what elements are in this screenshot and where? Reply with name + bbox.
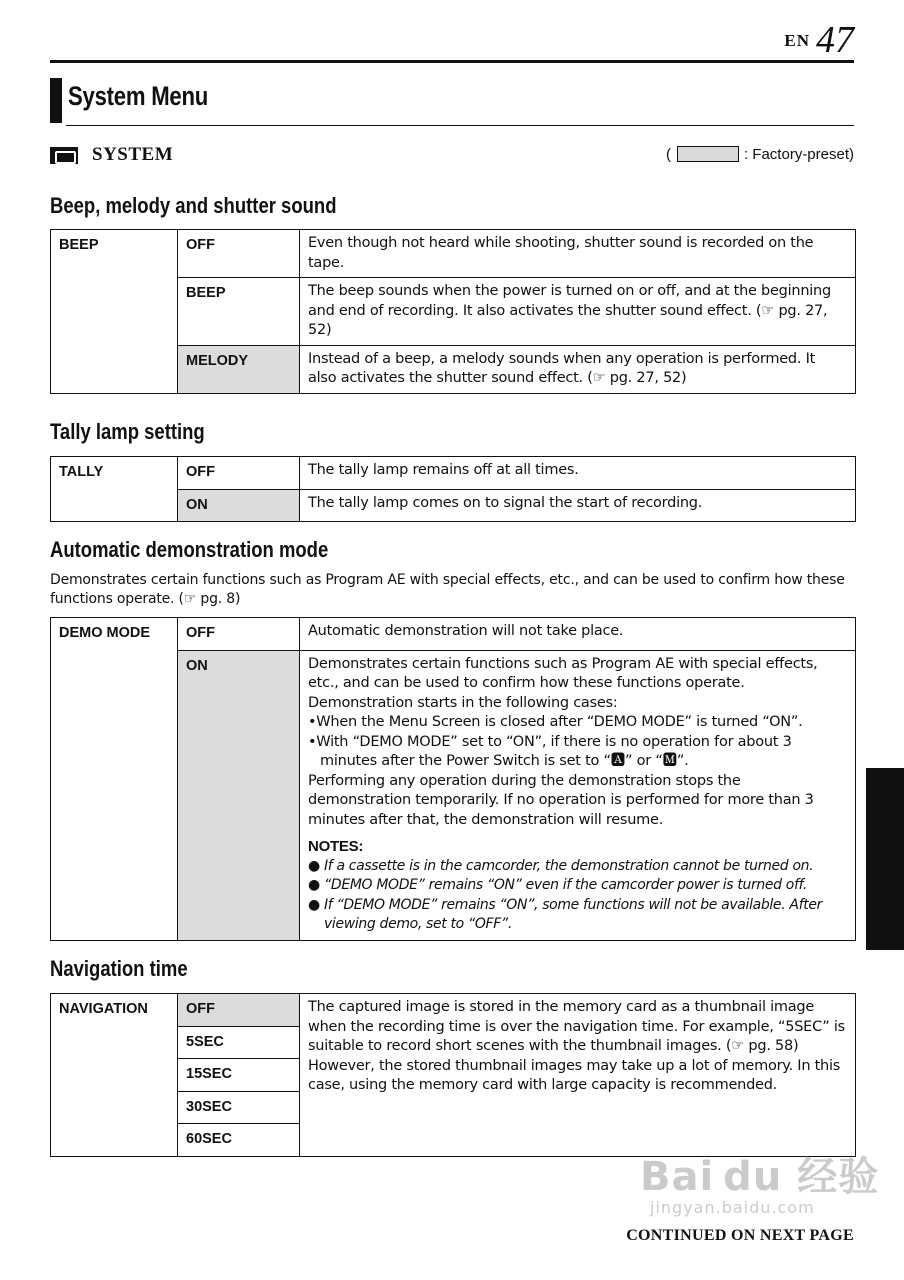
continued-next-page: CONTINUED ON NEXT PAGE bbox=[626, 1227, 854, 1244]
table-navigation bbox=[50, 993, 856, 1157]
demo-bullet-1: •When the Menu Screen is closed after “DEMO MODE” is turned “ON”. bbox=[308, 714, 803, 730]
header-rule bbox=[50, 60, 854, 63]
table-demo bbox=[50, 617, 856, 941]
note-text: If a cassette is in the camcorder, the demonstration cannot be turned on. bbox=[324, 857, 814, 874]
page-title: System Menu bbox=[68, 81, 209, 111]
table-row bbox=[51, 618, 856, 651]
table-row bbox=[51, 457, 856, 490]
description: Instead of a beep, a melody sounds when any operation is performed. It also activates the shutter sound effect. (☞ pg. 27, 52) bbox=[300, 345, 856, 393]
note-bullet-icon: ● bbox=[308, 896, 320, 913]
preset-text: : Factory-preset) bbox=[743, 146, 854, 163]
table-row bbox=[51, 994, 856, 1027]
note-item bbox=[308, 876, 847, 896]
option-off: OFF bbox=[178, 618, 300, 651]
table-beep bbox=[50, 229, 856, 394]
table-tally bbox=[50, 456, 856, 522]
title-block bbox=[50, 78, 854, 126]
description: The tally lamp comes on to signal the start of recording. bbox=[300, 489, 856, 522]
watermark-logo: Bai du 经验 bbox=[640, 1154, 880, 1200]
option-on: ON bbox=[178, 489, 300, 522]
option-off: OFF bbox=[178, 994, 300, 1027]
factory-preset-legend bbox=[666, 146, 854, 163]
demo-on-p1: Demonstrates certain functions such as Program AE with special effects, etc., and can be used to confirm how these functions operate. bbox=[308, 655, 818, 691]
note-item bbox=[308, 857, 847, 877]
note-bullet-icon: ● bbox=[308, 877, 320, 893]
item-tally: TALLY bbox=[51, 457, 178, 522]
demo-intro: Demonstrates certain functions such as Program AE with special effects, etc., and can be used to confirm how these functions operate. (☞ pg. 8) bbox=[50, 572, 845, 607]
option-melody: MELODY bbox=[178, 345, 300, 393]
option-beep: BEEP bbox=[178, 278, 300, 346]
title-rule bbox=[66, 125, 854, 126]
chapter-tab bbox=[866, 768, 904, 950]
demo-on-p2: Demonstration starts in the following cases: bbox=[308, 694, 618, 711]
item-navigation: NAVIGATION bbox=[51, 994, 178, 1157]
option-off: OFF bbox=[178, 230, 300, 278]
notes-title: NOTES: bbox=[308, 838, 364, 855]
heading-demo: Automatic demonstration mode bbox=[50, 537, 329, 562]
demo-on-p3: Performing any operation during the demonstration stops the demonstration temporarily. If no operation is performed for more than 3 minutes after that, the demonstration will resume. bbox=[308, 772, 814, 828]
option-off: OFF bbox=[178, 457, 300, 490]
option-30sec: 30SEC bbox=[178, 1091, 300, 1124]
heading-tally: Tally lamp setting bbox=[50, 419, 205, 444]
page-number: 47 bbox=[816, 19, 854, 61]
description: Automatic demonstration will not take place. bbox=[300, 618, 856, 651]
page-header bbox=[784, 18, 854, 62]
item-demo-mode: DEMO MODE bbox=[51, 618, 178, 941]
note-text: “DEMO MODE” remains “ON” even if the camcorder power is turned off. bbox=[324, 877, 808, 893]
description: The captured image is stored in the memory card as a thumbnail image when the recording time is over the navigation time. For example, “5SEC” is suitable to record short scenes with the thumbnail images. (☞ pg. 58) However, the stored thumbnail images may take up a lot of memory. In this case, using the memory card with large capacity is recommended. bbox=[300, 994, 856, 1157]
watermark bbox=[640, 1145, 879, 1217]
description: Even though not heard while shooting, shutter sound is recorded on the tape. bbox=[300, 230, 856, 278]
preset-open-paren: ( bbox=[665, 146, 671, 163]
watermark-url: jingyan.baidu.com bbox=[650, 1198, 815, 1217]
heading-beep: Beep, melody and shutter sound bbox=[50, 193, 337, 218]
item-beep: BEEP bbox=[51, 230, 178, 394]
note-bullet-icon: ● bbox=[308, 857, 320, 874]
language-code: EN bbox=[784, 31, 810, 50]
description: The tally lamp remains off at all times. bbox=[300, 457, 856, 490]
system-label: SYSTEM bbox=[92, 144, 174, 165]
note-text: If “DEMO MODE” remains “ON”, some functions will not be available. After viewing demo, set to “OFF”. bbox=[324, 896, 823, 932]
table-row bbox=[51, 230, 856, 278]
camcorder-system-icon bbox=[50, 147, 78, 164]
option-15sec: 15SEC bbox=[178, 1059, 300, 1092]
preset-swatch bbox=[677, 146, 739, 162]
heading-navigation: Navigation time bbox=[50, 956, 188, 981]
note-item bbox=[308, 896, 847, 935]
option-60sec: 60SEC bbox=[178, 1124, 300, 1157]
description: The beep sounds when the power is turned on or off, and at the beginning and end of recording. It also activates the shutter sound effect. (☞ pg. 27, 52) bbox=[300, 278, 856, 346]
title-bar bbox=[50, 78, 62, 123]
option-on: ON bbox=[178, 650, 300, 940]
option-5sec: 5SEC bbox=[178, 1026, 300, 1059]
demo-bullet-2: •With “DEMO MODE” set to “ON”, if there is no operation for about 3 minutes after the Power Switch is set to “🅰” or “🅼”. bbox=[308, 733, 792, 769]
system-row bbox=[50, 144, 854, 166]
description bbox=[300, 650, 856, 940]
